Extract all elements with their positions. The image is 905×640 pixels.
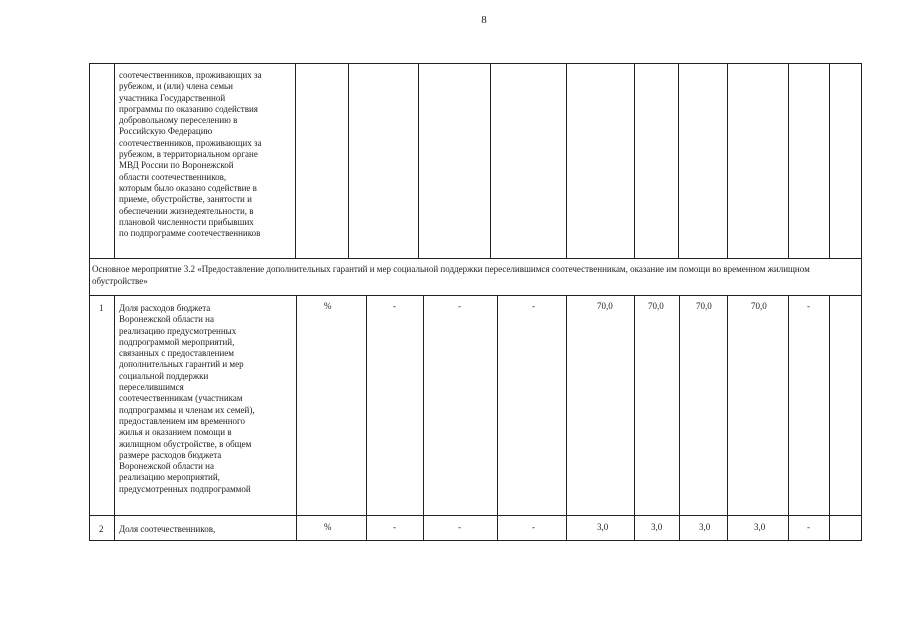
value-cell: -: [807, 301, 810, 311]
col-line: [634, 63, 635, 259]
unit: %: [324, 301, 332, 311]
col-line: [788, 295, 789, 541]
section-heading: Основное мероприятие 3.2 «Предоставление дополнительных гарантий и мер социальной поддержки переселившимся соотечественникам, оказание им помощи во временном жилищном обустройстве»: [92, 264, 810, 286]
col-line: [727, 63, 728, 259]
col-line: [295, 63, 296, 259]
col-line: [829, 295, 830, 541]
col-line: [423, 295, 424, 541]
col-line: [788, 63, 789, 259]
col-line: [678, 63, 679, 259]
value-cell: -: [532, 522, 535, 532]
value-cell: -: [807, 522, 810, 532]
value-cell: 3,0: [651, 522, 663, 532]
col-line: [566, 295, 567, 541]
col-line: [829, 63, 830, 259]
value-cell: -: [393, 522, 396, 532]
table-border-bottom: [89, 540, 862, 541]
col-line: [114, 295, 115, 541]
col-line: [497, 295, 498, 541]
value-cell: 3,0: [699, 522, 711, 532]
indicator-description: Доля расходов бюджета Воронежской области на реализацию предусмотренных подпрограммой мероприятий, связанных с предоставлением дополнительных гарантий и мер социальной поддержки переселившимся соотечественникам (участникам подпрограммы и членам их семей), предоставлением им временного жилья и оказанием помощи в жилищном обустройстве, в общем размере расходов бюджета Воронежской области на реализацию мероприятий, предусмотренных подпрограммой: [119, 303, 255, 494]
value-cell: 3,0: [754, 522, 766, 532]
row-divider-1: [89, 258, 862, 259]
value-cell: 70,0: [648, 301, 664, 311]
col-line: [418, 63, 419, 259]
table-border-right: [861, 63, 862, 541]
value-cell: -: [458, 301, 461, 311]
value-cell: 70,0: [696, 301, 712, 311]
table-border-top: [89, 63, 862, 64]
page-number: 8: [481, 14, 487, 26]
unit: %: [324, 522, 332, 532]
value-cell: -: [458, 522, 461, 532]
col-line: [348, 63, 349, 259]
row-divider-2: [89, 295, 862, 296]
col-line: [566, 63, 567, 259]
col-line: [634, 295, 635, 541]
row-number: 1: [99, 303, 104, 313]
row-number: 2: [99, 524, 104, 534]
col-line: [114, 63, 115, 259]
row-divider-3: [89, 515, 862, 516]
col-line: [296, 295, 297, 541]
col-line: [490, 63, 491, 259]
value-cell: 70,0: [751, 301, 767, 311]
indicator-description: Доля соотечественников,: [119, 524, 216, 534]
col-line: [727, 295, 728, 541]
value-cell: 3,0: [597, 522, 609, 532]
col-line: [679, 295, 680, 541]
table-border-left: [89, 63, 90, 541]
value-cell: -: [532, 301, 535, 311]
value-cell: -: [393, 301, 396, 311]
value-cell: 70,0: [597, 301, 613, 311]
indicator-description-continued: соотечественников, проживающих за рубежом, и (или) члена семьи участника Государственной программы по оказанию содействия добровольному переселению в Российскую Федерацию соотечественников, проживающих за рубежом, в территориальном органе МВД России по Воронежской области соотечественников, которым было оказано содействие в приеме, обустройстве, занятости и обеспечении жизнедеятельности, в плановой численности прибывших по подпрограмме соотечественников: [119, 70, 262, 239]
col-line: [366, 295, 367, 541]
